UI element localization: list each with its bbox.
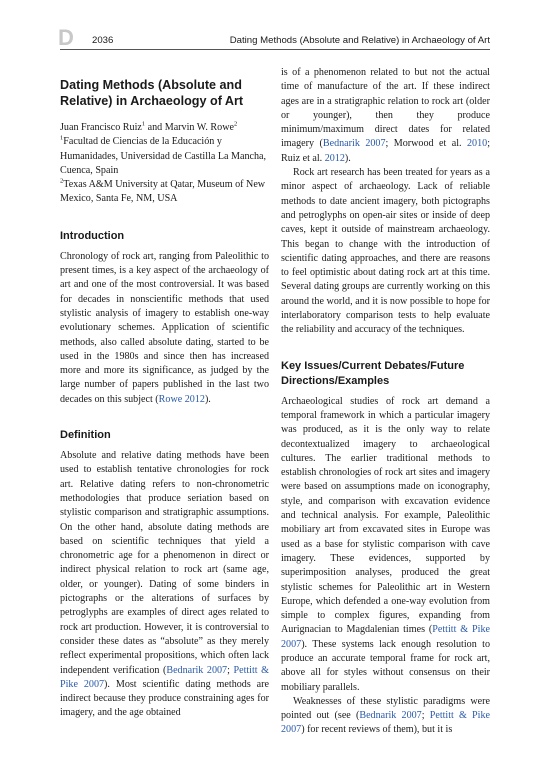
body-text: ). [204, 393, 211, 405]
citation-link[interactable]: Bednarik 2007 [166, 664, 228, 676]
author-superscript: 1 [141, 120, 146, 128]
affiliation-superscript: 2 [60, 177, 64, 185]
citation-link[interactable]: Bednarik 2007 [322, 138, 386, 150]
citation-link[interactable]: Pettitt & Pike [429, 710, 490, 722]
body-text: ; [421, 710, 430, 722]
citation-link[interactable]: Rowe 2012 [158, 393, 205, 405]
affiliation-superscript: 1 [60, 134, 64, 142]
citation-link[interactable]: 2012 [324, 152, 345, 164]
body-text: ) for recent reviews of them), but it is [301, 724, 453, 736]
article-title: Dating Methods (Absolute and Relative) in Archaeology of Art [60, 78, 244, 108]
running-header [58, 25, 490, 52]
right-column [281, 66, 490, 738]
section-heading-definition: Definition [60, 429, 111, 442]
rock-art-paragraph: Rock art research has been treated for years as a minor aspect of archaeology. Lack of reliable methods to date ancient imagery, both pictographs and petroglyphs on open-air sites or inside of deep caves, kept it outside of mainstream archaeology. This began to change with the introduction of scientific dating approaches, and there are reasons to feel optimistic about dating rock art at this time. Several dating groups are currently working on this around the world, and it is now possible to hope for interlaboratory comparison tests to help evaluate the reliability and accuracy of the techniques. [281, 167, 490, 336]
left-column [60, 66, 269, 721]
citation-link[interactable]: 2010 [467, 138, 488, 150]
body-text: ). Most scientific dating methods are indirect because they produce constraining ages for imagery, and the age obtained [60, 678, 269, 719]
affiliation-text: Texas A&M University at Qatar, Museum of New Mexico, Santa Fe, NM, USA [60, 179, 266, 205]
section-heading-introduction: Introduction [60, 229, 125, 242]
key-issues-paragraph [281, 395, 490, 695]
section-heading-key-issues: Key Issues/Current Debates/Future Directions/Examples [281, 359, 465, 387]
header-rule [60, 49, 490, 50]
citation-link[interactable]: Pettitt & Pike 2007 [281, 624, 490, 650]
definition-paragraph [60, 449, 269, 721]
affiliation [60, 178, 269, 207]
authors [60, 121, 269, 135]
running-title: Dating Methods (Absolute and Relative) in Archaeology of Art [229, 35, 490, 46]
body-text: Archaeological studies of rock art demand a temporal framework in which a particular imagery was produced, as it is the only way to relate decontextualized imagery to archaeological cultures. The earlier traditional methods to establish chronologies of rock art sites and imagery were based on assumptions made on iconography, style, and comparison with excavation evidence and technical analysis. For example, Paleolithic mobiliary art from excavated sites in Europe was used as a base for stylistic comparison with cave imagery. These evidences, supported by superimposition analyses, produced the great stylistic schemes for Paleolithic art in Western Europe, which defended a one-way evolution from simple to complex figures, expanding from Aurignacian to Magdalenian times ( [281, 395, 490, 636]
body-text: is of a phenomenon related to but not the actual time of manufacture of the art. If these indirect ages are in a stratigraphic relation to rock art (older or younger), then they produce minimum/maximum direct dates for related imagery ( [281, 67, 490, 150]
citation-link[interactable]: 2007 [281, 724, 302, 736]
author-superscript: 2 [233, 120, 238, 128]
body-text: Absolute and relative dating methods have been used to establish tentative chronologies for rock art. Relative dating refers to non-chronometric methodologies that produce seriation based on stylistic comparison and stratigraphic assumptions. On the other hand, absolute dating methods are based on scientific techniques that yield a chronometric age for a phenomenon in direct or indirect physical relation to rock art (same age, older, or younger). Dating of some binders in pictographs or the alterations of surfaces by petroglyphs are examples of direct ages related to rock art production. However, it is controversial to consider these dates as “absolute” as they merely reflect experimental propositions, which often lack independent verification ( [60, 450, 269, 676]
body-text: Chronology of rock art, ranging from Paleolithic to present times, is a key aspect of the archaeology of art and one of the most controversial. It was based for decades in nonscientific methods that used stylistic analysis of imagery to establish one-way evolutionary schemes. Application of scientific methods, also called absolute dating, started to be used in the 1980s and since then has increased more and more its significance, as judged by the large number of papers published in the last two decades on this subject ( [60, 250, 269, 405]
body-text: ). These systems lack enough resolution to produce an accurate temporal frame for rock art, above all for styles without consensus on their mobiliary parallels. [281, 638, 490, 693]
introduction-paragraph [60, 250, 269, 407]
citation-link[interactable]: Pettitt & Pike 2007 [60, 664, 269, 690]
citation-link[interactable]: Bednarik 2007 [359, 710, 422, 722]
author-name: Juan Francisco Ruiz [60, 122, 142, 133]
body-text: Weaknesses of these stylistic paradigms were pointed out (see ( [281, 695, 490, 722]
author-name: and Marvin W. Rowe [145, 122, 234, 133]
affiliation [60, 135, 269, 178]
body-text: ; Ruiz et al. [281, 138, 490, 164]
section-letter: D [58, 25, 74, 50]
body-text: ; Morwood et al. [385, 138, 467, 150]
body-text: ; [227, 664, 234, 676]
body-text: ). [344, 152, 351, 164]
affiliation-text: Facultad de Ciencias de la Educación y Humanidades, Universidad de Castilla La Mancha, Cuenca, Spain [60, 136, 267, 176]
page-number: 2036 [92, 35, 114, 46]
definition-continued-paragraph [281, 66, 490, 166]
weaknesses-paragraph [281, 695, 490, 738]
